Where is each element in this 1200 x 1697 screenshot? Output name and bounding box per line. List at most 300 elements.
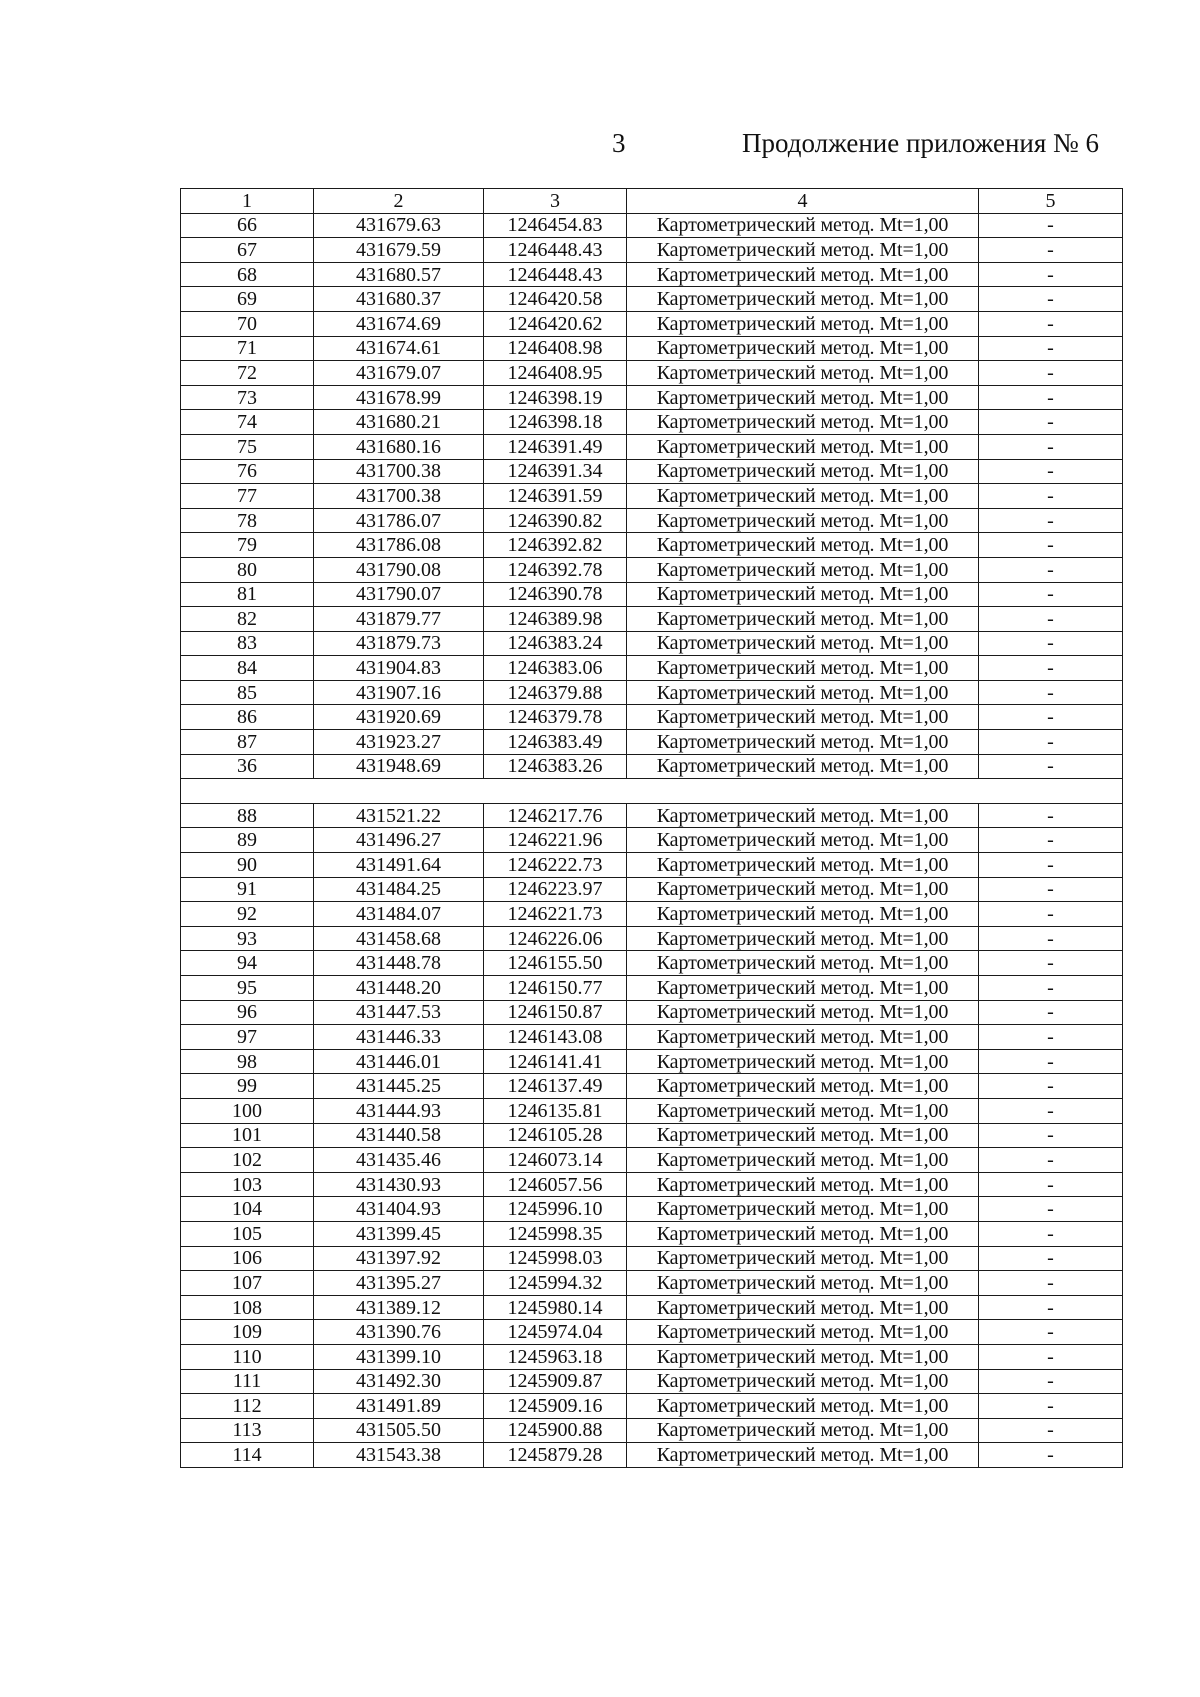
method-cell: Картометрический метод. Mt=1,00 xyxy=(627,213,979,238)
y-coordinate-cell: 1245980.14 xyxy=(484,1295,627,1320)
y-coordinate-cell: 1246383.49 xyxy=(484,730,627,755)
y-coordinate-cell: 1246392.78 xyxy=(484,557,627,582)
note-cell: - xyxy=(979,1123,1123,1148)
table-row xyxy=(181,410,1123,435)
x-coordinate-cell: 431786.08 xyxy=(314,533,484,558)
note-cell: - xyxy=(979,287,1123,312)
table-row xyxy=(181,213,1123,238)
table-row xyxy=(181,1000,1123,1025)
method-cell: Картометрический метод. Mt=1,00 xyxy=(627,1295,979,1320)
method-cell: Картометрический метод. Mt=1,00 xyxy=(627,631,979,656)
table-row xyxy=(181,705,1123,730)
x-coordinate-cell: 431907.16 xyxy=(314,680,484,705)
note-cell: - xyxy=(979,1000,1123,1025)
method-cell: Картометрический метод. Mt=1,00 xyxy=(627,1271,979,1296)
table-row xyxy=(181,1221,1123,1246)
x-coordinate-cell: 431445.25 xyxy=(314,1074,484,1099)
y-coordinate-cell: 1246398.18 xyxy=(484,410,627,435)
point-number-cell: 104 xyxy=(181,1197,314,1222)
x-coordinate-cell: 431678.99 xyxy=(314,385,484,410)
note-cell: - xyxy=(979,1394,1123,1419)
method-cell: Картометрический метод. Mt=1,00 xyxy=(627,361,979,386)
method-cell: Картометрический метод. Mt=1,00 xyxy=(627,1394,979,1419)
note-cell: - xyxy=(979,238,1123,263)
method-cell: Картометрический метод. Mt=1,00 xyxy=(627,705,979,730)
point-number-cell: 99 xyxy=(181,1074,314,1099)
table-row xyxy=(181,582,1123,607)
appendix-title: Продолжение приложения № 6 xyxy=(742,128,1100,158)
method-cell: Картометрический метод. Mt=1,00 xyxy=(627,557,979,582)
table-row xyxy=(181,1049,1123,1074)
y-coordinate-cell: 1246057.56 xyxy=(484,1172,627,1197)
y-coordinate-cell: 1246105.28 xyxy=(484,1123,627,1148)
method-cell: Картометрический метод. Mt=1,00 xyxy=(627,1221,979,1246)
point-number-cell: 72 xyxy=(181,361,314,386)
point-number-cell: 108 xyxy=(181,1295,314,1320)
x-coordinate-cell: 431700.38 xyxy=(314,459,484,484)
point-number-cell: 74 xyxy=(181,410,314,435)
y-coordinate-cell: 1246408.98 xyxy=(484,336,627,361)
method-cell: Картометрический метод. Mt=1,00 xyxy=(627,1049,979,1074)
table-row xyxy=(181,1394,1123,1419)
method-cell: Картометрический метод. Mt=1,00 xyxy=(627,287,979,312)
y-coordinate-cell: 1246223.97 xyxy=(484,877,627,902)
table-row xyxy=(181,1443,1123,1468)
method-cell: Картометрический метод. Mt=1,00 xyxy=(627,1197,979,1222)
table-row xyxy=(181,1098,1123,1123)
x-coordinate-cell: 431505.50 xyxy=(314,1418,484,1443)
note-cell: - xyxy=(979,1295,1123,1320)
section-separator xyxy=(181,779,1123,804)
x-coordinate-cell: 431904.83 xyxy=(314,656,484,681)
point-number-cell: 84 xyxy=(181,656,314,681)
method-cell: Картометрический метод. Mt=1,00 xyxy=(627,1369,979,1394)
point-number-cell: 93 xyxy=(181,926,314,951)
point-number-cell: 103 xyxy=(181,1172,314,1197)
x-coordinate-cell: 431923.27 xyxy=(314,730,484,755)
x-coordinate-cell: 431879.77 xyxy=(314,607,484,632)
method-cell: Картометрический метод. Mt=1,00 xyxy=(627,1000,979,1025)
point-number-cell: 77 xyxy=(181,484,314,509)
table-row xyxy=(181,238,1123,263)
note-cell: - xyxy=(979,1025,1123,1050)
y-coordinate-cell: 1246135.81 xyxy=(484,1098,627,1123)
table-row xyxy=(181,1369,1123,1394)
point-number-cell: 87 xyxy=(181,730,314,755)
y-coordinate-cell: 1246448.43 xyxy=(484,238,627,263)
point-number-cell: 68 xyxy=(181,262,314,287)
x-coordinate-cell: 431404.93 xyxy=(314,1197,484,1222)
point-number-cell: 67 xyxy=(181,238,314,263)
method-cell: Картометрический метод. Mt=1,00 xyxy=(627,951,979,976)
table-row xyxy=(181,607,1123,632)
y-coordinate-cell: 1245879.28 xyxy=(484,1443,627,1468)
point-number-cell: 113 xyxy=(181,1418,314,1443)
table-row xyxy=(181,1172,1123,1197)
note-cell: - xyxy=(979,557,1123,582)
method-cell: Картометрический метод. Mt=1,00 xyxy=(627,1025,979,1050)
table-row xyxy=(181,1123,1123,1148)
table-row xyxy=(181,1295,1123,1320)
column-header-1: 1 xyxy=(181,189,314,214)
method-cell: Картометрический метод. Mt=1,00 xyxy=(627,680,979,705)
point-number-cell: 92 xyxy=(181,902,314,927)
table-row xyxy=(181,631,1123,656)
note-cell: - xyxy=(979,1344,1123,1369)
y-coordinate-cell: 1246143.08 xyxy=(484,1025,627,1050)
method-cell: Картометрический метод. Mt=1,00 xyxy=(627,1246,979,1271)
point-number-cell: 85 xyxy=(181,680,314,705)
table-row xyxy=(181,336,1123,361)
method-cell: Картометрический метод. Mt=1,00 xyxy=(627,1148,979,1173)
x-coordinate-cell: 431491.89 xyxy=(314,1394,484,1419)
table-row xyxy=(181,926,1123,951)
x-coordinate-cell: 431948.69 xyxy=(314,754,484,779)
y-coordinate-cell: 1246398.19 xyxy=(484,385,627,410)
method-cell: Картометрический метод. Mt=1,00 xyxy=(627,607,979,632)
point-number-cell: 82 xyxy=(181,607,314,632)
y-coordinate-cell: 1246383.26 xyxy=(484,754,627,779)
note-cell: - xyxy=(979,803,1123,828)
method-cell: Картометрический метод. Mt=1,00 xyxy=(627,385,979,410)
y-coordinate-cell: 1246155.50 xyxy=(484,951,627,976)
point-number-cell: 96 xyxy=(181,1000,314,1025)
y-coordinate-cell: 1245909.87 xyxy=(484,1369,627,1394)
x-coordinate-cell: 431790.07 xyxy=(314,582,484,607)
coordinates-table xyxy=(180,188,1123,1468)
point-number-cell: 78 xyxy=(181,508,314,533)
x-coordinate-cell: 431447.53 xyxy=(314,1000,484,1025)
method-cell: Картометрический метод. Mt=1,00 xyxy=(627,754,979,779)
x-coordinate-cell: 431679.59 xyxy=(314,238,484,263)
method-cell: Картометрический метод. Mt=1,00 xyxy=(627,803,979,828)
table-row xyxy=(181,1148,1123,1173)
note-cell: - xyxy=(979,1271,1123,1296)
y-coordinate-cell: 1246390.78 xyxy=(484,582,627,607)
x-coordinate-cell: 431389.12 xyxy=(314,1295,484,1320)
note-cell: - xyxy=(979,385,1123,410)
point-number-cell: 101 xyxy=(181,1123,314,1148)
x-coordinate-cell: 431399.45 xyxy=(314,1221,484,1246)
table-section-a xyxy=(181,213,1123,779)
note-cell: - xyxy=(979,1172,1123,1197)
point-number-cell: 36 xyxy=(181,754,314,779)
y-coordinate-cell: 1246448.43 xyxy=(484,262,627,287)
y-coordinate-cell: 1246392.82 xyxy=(484,533,627,558)
x-coordinate-cell: 431680.21 xyxy=(314,410,484,435)
method-cell: Картометрический метод. Mt=1,00 xyxy=(627,656,979,681)
x-coordinate-cell: 431496.27 xyxy=(314,828,484,853)
x-coordinate-cell: 431440.58 xyxy=(314,1123,484,1148)
x-coordinate-cell: 431390.76 xyxy=(314,1320,484,1345)
table-row xyxy=(181,508,1123,533)
y-coordinate-cell: 1246379.88 xyxy=(484,680,627,705)
y-coordinate-cell: 1246141.41 xyxy=(484,1049,627,1074)
table-row xyxy=(181,951,1123,976)
note-cell: - xyxy=(979,730,1123,755)
point-number-cell: 94 xyxy=(181,951,314,976)
table-row xyxy=(181,1320,1123,1345)
method-cell: Картометрический метод. Mt=1,00 xyxy=(627,853,979,878)
y-coordinate-cell: 1246389.98 xyxy=(484,607,627,632)
table-row xyxy=(181,262,1123,287)
method-cell: Картометрический метод. Mt=1,00 xyxy=(627,730,979,755)
table-row xyxy=(181,1074,1123,1099)
y-coordinate-cell: 1246221.96 xyxy=(484,828,627,853)
method-cell: Картометрический метод. Mt=1,00 xyxy=(627,1098,979,1123)
x-coordinate-cell: 431446.33 xyxy=(314,1025,484,1050)
y-coordinate-cell: 1246408.95 xyxy=(484,361,627,386)
method-cell: Картометрический метод. Mt=1,00 xyxy=(627,484,979,509)
y-coordinate-cell: 1246222.73 xyxy=(484,853,627,878)
y-coordinate-cell: 1245994.32 xyxy=(484,1271,627,1296)
method-cell: Картометрический метод. Mt=1,00 xyxy=(627,410,979,435)
x-coordinate-cell: 431446.01 xyxy=(314,1049,484,1074)
y-coordinate-cell: 1245996.10 xyxy=(484,1197,627,1222)
table-header-row xyxy=(181,189,1123,214)
x-coordinate-cell: 431790.08 xyxy=(314,557,484,582)
y-coordinate-cell: 1246150.77 xyxy=(484,976,627,1001)
note-cell: - xyxy=(979,926,1123,951)
method-cell: Картометрический метод. Mt=1,00 xyxy=(627,262,979,287)
point-number-cell: 110 xyxy=(181,1344,314,1369)
note-cell: - xyxy=(979,1443,1123,1468)
table-row xyxy=(181,1197,1123,1222)
note-cell: - xyxy=(979,1049,1123,1074)
table-row xyxy=(181,459,1123,484)
y-coordinate-cell: 1245963.18 xyxy=(484,1344,627,1369)
x-coordinate-cell: 431680.57 xyxy=(314,262,484,287)
point-number-cell: 97 xyxy=(181,1025,314,1050)
note-cell: - xyxy=(979,877,1123,902)
x-coordinate-cell: 431543.38 xyxy=(314,1443,484,1468)
note-cell: - xyxy=(979,902,1123,927)
x-coordinate-cell: 431399.10 xyxy=(314,1344,484,1369)
point-number-cell: 106 xyxy=(181,1246,314,1271)
note-cell: - xyxy=(979,1320,1123,1345)
method-cell: Картометрический метод. Mt=1,00 xyxy=(627,459,979,484)
method-cell: Картометрический метод. Mt=1,00 xyxy=(627,1443,979,1468)
y-coordinate-cell: 1246420.58 xyxy=(484,287,627,312)
x-coordinate-cell: 431674.69 xyxy=(314,311,484,336)
note-cell: - xyxy=(979,434,1123,459)
note-cell: - xyxy=(979,459,1123,484)
x-coordinate-cell: 431679.07 xyxy=(314,361,484,386)
table-row xyxy=(181,902,1123,927)
method-cell: Картометрический метод. Mt=1,00 xyxy=(627,1320,979,1345)
table-row xyxy=(181,361,1123,386)
x-coordinate-cell: 431786.07 xyxy=(314,508,484,533)
method-cell: Картометрический метод. Mt=1,00 xyxy=(627,238,979,263)
note-cell: - xyxy=(979,582,1123,607)
point-number-cell: 98 xyxy=(181,1049,314,1074)
x-coordinate-cell: 431430.93 xyxy=(314,1172,484,1197)
table-row xyxy=(181,1271,1123,1296)
y-coordinate-cell: 1246137.49 xyxy=(484,1074,627,1099)
note-cell: - xyxy=(979,1221,1123,1246)
table-row xyxy=(181,533,1123,558)
x-coordinate-cell: 431484.07 xyxy=(314,902,484,927)
y-coordinate-cell: 1246150.87 xyxy=(484,1000,627,1025)
y-coordinate-cell: 1246217.76 xyxy=(484,803,627,828)
table-row xyxy=(181,877,1123,902)
y-coordinate-cell: 1246226.06 xyxy=(484,926,627,951)
method-cell: Картометрический метод. Mt=1,00 xyxy=(627,336,979,361)
table-row xyxy=(181,1344,1123,1369)
note-cell: - xyxy=(979,1074,1123,1099)
point-number-cell: 80 xyxy=(181,557,314,582)
point-number-cell: 102 xyxy=(181,1148,314,1173)
point-number-cell: 81 xyxy=(181,582,314,607)
note-cell: - xyxy=(979,976,1123,1001)
table-row xyxy=(181,287,1123,312)
y-coordinate-cell: 1246391.49 xyxy=(484,434,627,459)
x-coordinate-cell: 431397.92 xyxy=(314,1246,484,1271)
method-cell: Картометрический метод. Mt=1,00 xyxy=(627,508,979,533)
x-coordinate-cell: 431491.64 xyxy=(314,853,484,878)
note-cell: - xyxy=(979,484,1123,509)
note-cell: - xyxy=(979,607,1123,632)
method-cell: Картометрический метод. Mt=1,00 xyxy=(627,533,979,558)
column-header-4: 4 xyxy=(627,189,979,214)
point-number-cell: 71 xyxy=(181,336,314,361)
x-coordinate-cell: 431521.22 xyxy=(314,803,484,828)
table-row xyxy=(181,1418,1123,1443)
point-number-cell: 76 xyxy=(181,459,314,484)
note-cell: - xyxy=(979,1418,1123,1443)
method-cell: Картометрический метод. Mt=1,00 xyxy=(627,1074,979,1099)
point-number-cell: 91 xyxy=(181,877,314,902)
note-cell: - xyxy=(979,1369,1123,1394)
note-cell: - xyxy=(979,1098,1123,1123)
x-coordinate-cell: 431879.73 xyxy=(314,631,484,656)
method-cell: Картометрический метод. Mt=1,00 xyxy=(627,434,979,459)
point-number-cell: 83 xyxy=(181,631,314,656)
method-cell: Картометрический метод. Mt=1,00 xyxy=(627,1418,979,1443)
method-cell: Картометрический метод. Mt=1,00 xyxy=(627,311,979,336)
x-coordinate-cell: 431679.63 xyxy=(314,213,484,238)
table-row xyxy=(181,311,1123,336)
method-cell: Картометрический метод. Mt=1,00 xyxy=(627,828,979,853)
table-row xyxy=(181,828,1123,853)
note-cell: - xyxy=(979,311,1123,336)
x-coordinate-cell: 431458.68 xyxy=(314,926,484,951)
method-cell: Картометрический метод. Mt=1,00 xyxy=(627,877,979,902)
point-number-cell: 69 xyxy=(181,287,314,312)
column-header-3: 3 xyxy=(484,189,627,214)
y-coordinate-cell: 1246390.82 xyxy=(484,508,627,533)
y-coordinate-cell: 1246221.73 xyxy=(484,902,627,927)
point-number-cell: 112 xyxy=(181,1394,314,1419)
note-cell: - xyxy=(979,533,1123,558)
x-coordinate-cell: 431920.69 xyxy=(314,705,484,730)
x-coordinate-cell: 431484.25 xyxy=(314,877,484,902)
table-row xyxy=(181,1025,1123,1050)
note-cell: - xyxy=(979,631,1123,656)
point-number-cell: 111 xyxy=(181,1369,314,1394)
note-cell: - xyxy=(979,656,1123,681)
note-cell: - xyxy=(979,508,1123,533)
column-header-5: 5 xyxy=(979,189,1123,214)
point-number-cell: 114 xyxy=(181,1443,314,1468)
y-coordinate-cell: 1245998.03 xyxy=(484,1246,627,1271)
note-cell: - xyxy=(979,828,1123,853)
note-cell: - xyxy=(979,1148,1123,1173)
note-cell: - xyxy=(979,410,1123,435)
point-number-cell: 107 xyxy=(181,1271,314,1296)
y-coordinate-cell: 1245909.16 xyxy=(484,1394,627,1419)
point-number-cell: 79 xyxy=(181,533,314,558)
point-number-cell: 88 xyxy=(181,803,314,828)
table-row xyxy=(181,434,1123,459)
method-cell: Картометрический метод. Mt=1,00 xyxy=(627,976,979,1001)
point-number-cell: 89 xyxy=(181,828,314,853)
table-row xyxy=(181,730,1123,755)
table-row xyxy=(181,754,1123,779)
table-row xyxy=(181,803,1123,828)
note-cell: - xyxy=(979,853,1123,878)
table-row xyxy=(181,1246,1123,1271)
note-cell: - xyxy=(979,361,1123,386)
x-coordinate-cell: 431492.30 xyxy=(314,1369,484,1394)
x-coordinate-cell: 431680.16 xyxy=(314,434,484,459)
point-number-cell: 86 xyxy=(181,705,314,730)
y-coordinate-cell: 1245998.35 xyxy=(484,1221,627,1246)
y-coordinate-cell: 1246383.24 xyxy=(484,631,627,656)
y-coordinate-cell: 1246073.14 xyxy=(484,1148,627,1173)
x-coordinate-cell: 431680.37 xyxy=(314,287,484,312)
table-row xyxy=(181,385,1123,410)
point-number-cell: 75 xyxy=(181,434,314,459)
method-cell: Картометрический метод. Mt=1,00 xyxy=(627,1123,979,1148)
point-number-cell: 73 xyxy=(181,385,314,410)
note-cell: - xyxy=(979,754,1123,779)
table-row xyxy=(181,680,1123,705)
table-row xyxy=(181,976,1123,1001)
point-number-cell: 70 xyxy=(181,311,314,336)
table-row xyxy=(181,656,1123,681)
note-cell: - xyxy=(979,1197,1123,1222)
x-coordinate-cell: 431395.27 xyxy=(314,1271,484,1296)
method-cell: Картометрический метод. Mt=1,00 xyxy=(627,1344,979,1369)
x-coordinate-cell: 431448.78 xyxy=(314,951,484,976)
x-coordinate-cell: 431700.38 xyxy=(314,484,484,509)
note-cell: - xyxy=(979,680,1123,705)
y-coordinate-cell: 1246391.34 xyxy=(484,459,627,484)
column-header-2: 2 xyxy=(314,189,484,214)
point-number-cell: 100 xyxy=(181,1098,314,1123)
page-number: 3 xyxy=(612,128,626,158)
point-number-cell: 95 xyxy=(181,976,314,1001)
method-cell: Картометрический метод. Mt=1,00 xyxy=(627,1172,979,1197)
table-row xyxy=(181,557,1123,582)
method-cell: Картометрический метод. Mt=1,00 xyxy=(627,582,979,607)
table-row xyxy=(181,853,1123,878)
point-number-cell: 109 xyxy=(181,1320,314,1345)
x-coordinate-cell: 431444.93 xyxy=(314,1098,484,1123)
x-coordinate-cell: 431674.61 xyxy=(314,336,484,361)
table-row xyxy=(181,484,1123,509)
y-coordinate-cell: 1246391.59 xyxy=(484,484,627,509)
note-cell: - xyxy=(979,951,1123,976)
x-coordinate-cell: 431435.46 xyxy=(314,1148,484,1173)
point-number-cell: 105 xyxy=(181,1221,314,1246)
note-cell: - xyxy=(979,1246,1123,1271)
empty-separator-row xyxy=(181,779,1123,804)
method-cell: Картометрический метод. Mt=1,00 xyxy=(627,926,979,951)
method-cell: Картометрический метод. Mt=1,00 xyxy=(627,902,979,927)
x-coordinate-cell: 431448.20 xyxy=(314,976,484,1001)
